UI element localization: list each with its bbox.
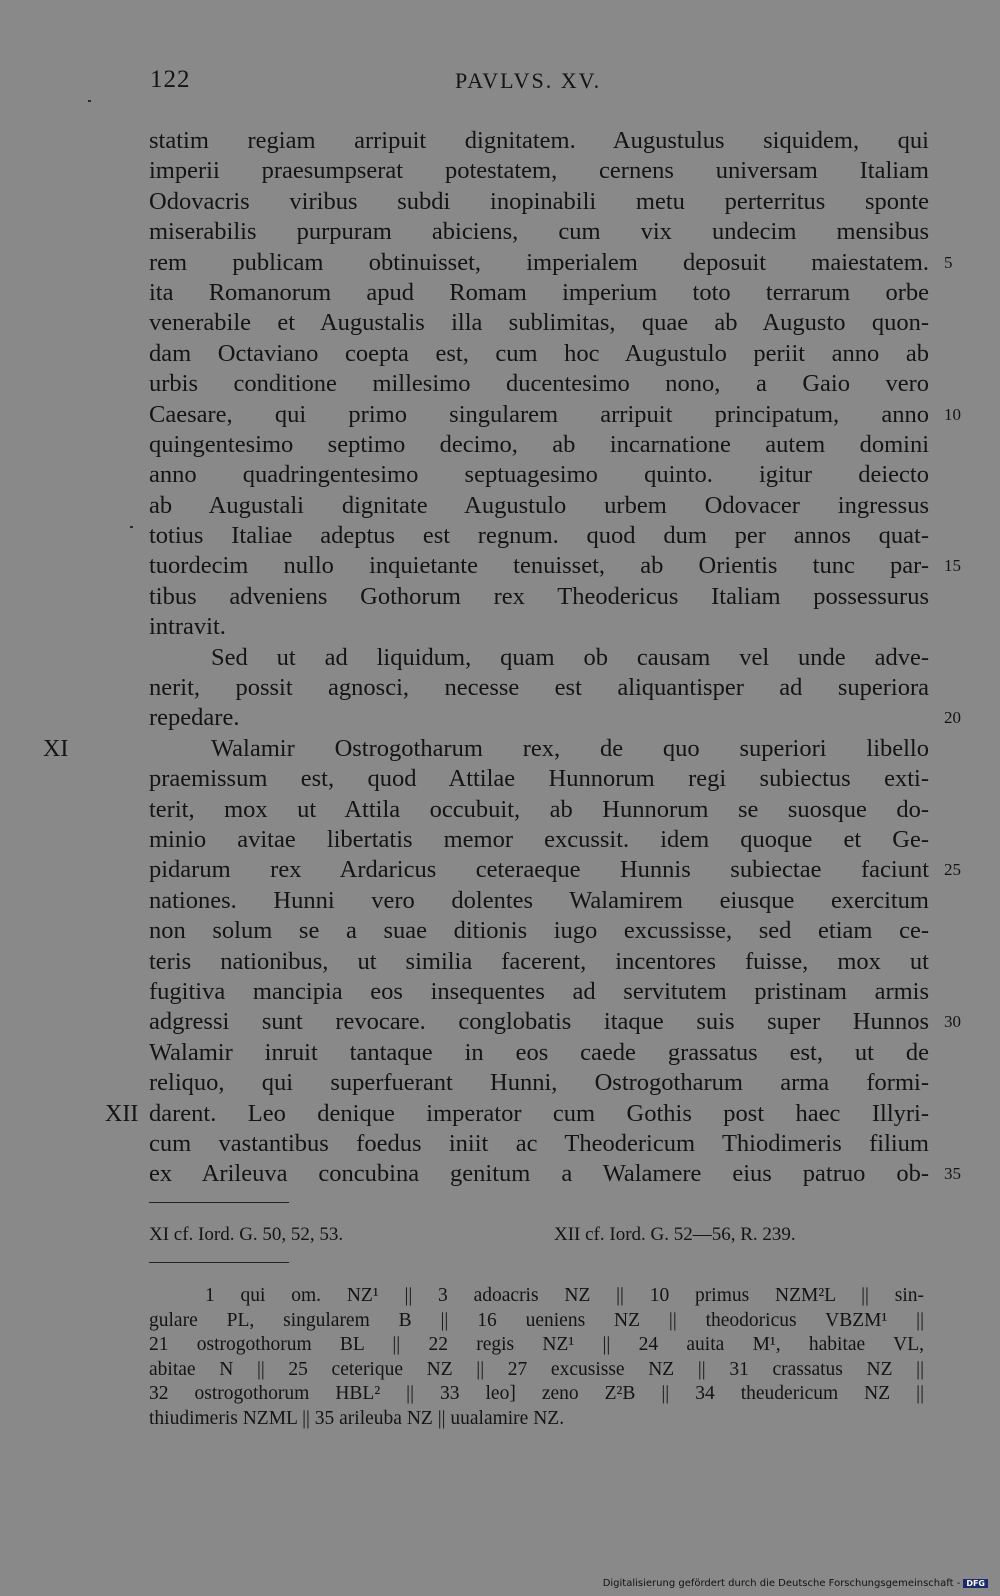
apparatus-line: gulare PL, singularem B || 16 ueniens NZ || theodoricus VBZM¹ ||	[149, 1309, 924, 1331]
text-line	[149, 400, 961, 430]
text-line	[149, 916, 929, 946]
line-text: adgressi sunt revocare. conglobatis itaque suis super Hunnos	[149, 1008, 929, 1036]
apparatus-line: 32 ostrogothorum HBL² || 33 leo] zeno Z²B || 34 theudericum NZ ||	[149, 1383, 924, 1405]
line-text: praemissum est, quod Attilae Hunnorum regi subiectus exti-	[149, 765, 929, 793]
text-line	[149, 1068, 929, 1098]
line-number: 20	[944, 708, 961, 728]
apparatus-line: 1 qui om. NZ¹ || 3 adoacris NZ || 10 primus NZM²L || sin-	[205, 1285, 924, 1306]
line-text: non solum se a suae ditionis iugo excussisse, sed etiam ce-	[149, 917, 929, 945]
line-text: ita Romanorum apud Romam imperium toto terrarum orbe	[149, 278, 929, 306]
text-line	[149, 582, 929, 612]
text-line	[149, 947, 929, 977]
line-text: terit, mox ut Attila occubuit, ab Hunnorum se suosque do-	[149, 795, 929, 823]
line-text: intravit.	[149, 613, 226, 641]
line-text: Caesare, qui primo singularem arripuit principatum, anno	[149, 400, 929, 428]
text-line	[149, 460, 929, 490]
line-text: tuordecim nullo inquietante tenuisset, ab Orientis tunc par-	[149, 552, 929, 580]
line-text: pidarum rex Ardaricus ceteraeque Hunnis subiectae faciunt	[149, 856, 929, 884]
line-text: venerabile et Augustalis illa sublimitas, quae ab Augusto quon-	[149, 309, 929, 337]
text-line	[149, 612, 929, 642]
line-text: quingentesimo septimo decimo, ab incarnatione autem domini	[149, 430, 929, 458]
critical-apparatus	[149, 1284, 924, 1432]
text-line	[149, 703, 961, 733]
line-text: statim regiam arripuit dignitatem. Augustulus siquidem, qui	[149, 127, 929, 154]
text-line	[149, 764, 929, 794]
footer-credit: Digitalisierung gefördert durch die Deutsche Forschungsgemeinschaft -	[602, 1578, 961, 1589]
text-line	[149, 521, 929, 551]
text-line	[149, 795, 929, 825]
reference-chapter-xii: XII cf. Iord. G. 52—56, R. 239.	[554, 1224, 796, 1245]
text-line	[149, 278, 929, 308]
text-line	[149, 1038, 929, 1068]
line-text: tibus adveniens Gothorum rex Theodericus Italiam possessurus	[149, 582, 929, 610]
line-text: Walamir inruit tantaque in eos caede grassatus est, ut de	[149, 1038, 929, 1066]
line-text: nationes. Hunni vero dolentes Walamirem eiusque exercitum	[149, 886, 929, 914]
line-text: ex Arileuva concubina genitum a Walamere eius patruo ob-	[149, 1160, 929, 1188]
line-text: urbis conditione millesimo ducentesimo nono, a Gaio vero	[149, 370, 929, 398]
chapter-marker: XII	[105, 1100, 139, 1127]
line-text: reliquo, qui superfuerant Hunni, Ostrogotharum arma formi-	[149, 1069, 929, 1097]
apparatus-line: 21 ostrogothorum BL || 22 regis NZ¹ || 24 auita M¹, habitae VL,	[149, 1334, 924, 1356]
line-number: 15	[944, 556, 961, 576]
running-title: PAVLVS. XV.	[455, 68, 602, 93]
page-number: 122	[150, 66, 191, 93]
line-text: totius Italiae adeptus est regnum. quod dum per annos quat-	[149, 522, 929, 550]
line-text: anno quadringentesimo septuagesimo quinto. igitur deiecto	[149, 461, 929, 489]
line-text: Odovacris viribus subdi inopinabili metu perterritus sponte	[149, 187, 929, 215]
line-text: minio avitae libertatis memor excussit. idem quoque et Ge-	[149, 825, 929, 853]
text-line	[149, 855, 961, 885]
digitization-footer	[603, 1578, 988, 1589]
line-text: imperii praesumpserat potestatem, cernens universam Italiam	[149, 157, 929, 185]
line-text: nerit, possit agnosci, necesse est aliquantisper ad superiora	[149, 674, 929, 702]
text-line	[149, 1159, 961, 1189]
line-text: teris nationibus, ut similia facerent, incentores fuisse, mox ut	[149, 947, 929, 975]
line-text: Walamir Ostrogotharum rex, de quo superiori libello	[211, 734, 929, 762]
line-number: 5	[944, 252, 953, 272]
line-text: miserabilis purpuram abiciens, cum vix undecim mensibus	[149, 218, 929, 246]
text-line	[149, 673, 929, 703]
reference-chapter-xi: XI cf. Iord. G. 50, 52, 53.	[149, 1224, 344, 1245]
text-line	[149, 248, 953, 278]
chapter-marker: XI	[43, 735, 69, 762]
text-line	[149, 217, 929, 247]
text-line	[149, 551, 961, 581]
text-line	[149, 156, 929, 186]
line-number: 35	[944, 1164, 961, 1184]
text-line	[149, 430, 929, 460]
line-text: repedare.	[149, 704, 240, 732]
line-number: 30	[944, 1012, 961, 1032]
text-line	[149, 977, 929, 1007]
text-line	[149, 491, 929, 521]
reference-divider	[149, 1202, 289, 1203]
line-text: Sed ut ad liquidum, quam ob causam vel unde adve-	[211, 643, 929, 671]
apparatus-line: abitae N || 25 ceterique NZ || 27 excusisse NZ || 31 crassatus NZ ||	[149, 1358, 924, 1380]
text-line	[149, 825, 929, 855]
text-line	[149, 187, 929, 217]
scan-speck	[130, 526, 133, 528]
line-text: darent. Leo denique imperator cum Gothis post haec Illyri-	[149, 1099, 929, 1127]
text-line	[149, 339, 929, 369]
text-line	[149, 886, 929, 916]
line-text: ab Augustali dignitate Augustulo urbem Odovacer ingressus	[149, 491, 929, 519]
line-number: 25	[944, 860, 961, 880]
text-line	[149, 369, 929, 399]
main-text	[43, 126, 961, 1190]
line-text: fugitiva mancipia eos insequentes ad servitutem pristinam armis	[149, 977, 929, 1005]
text-line	[149, 1007, 961, 1037]
text-line	[149, 126, 929, 156]
scan-speck	[88, 100, 91, 102]
apparatus-line: thiudimeris NZML || 35 arileuba NZ || uualamire NZ.	[149, 1407, 565, 1429]
text-line	[105, 1099, 929, 1129]
text-line	[149, 643, 929, 673]
source-references	[149, 1224, 929, 1252]
line-number: 10	[944, 404, 961, 424]
text-line	[43, 734, 929, 764]
text-line	[149, 308, 929, 338]
page-header	[0, 66, 1000, 96]
line-text: dam Octaviano coepta est, cum hoc Augustulo periit anno ab	[149, 339, 929, 367]
text-line	[149, 1129, 929, 1159]
line-text: cum vastantibus foedus iniit ac Theodericum Thiodimeris filium	[149, 1129, 929, 1157]
dfg-logo: DFG	[963, 1579, 988, 1588]
line-text: rem publicam obtinuisset, imperialem deposuit maiestatem.	[149, 248, 929, 276]
apparatus-divider	[149, 1262, 289, 1263]
